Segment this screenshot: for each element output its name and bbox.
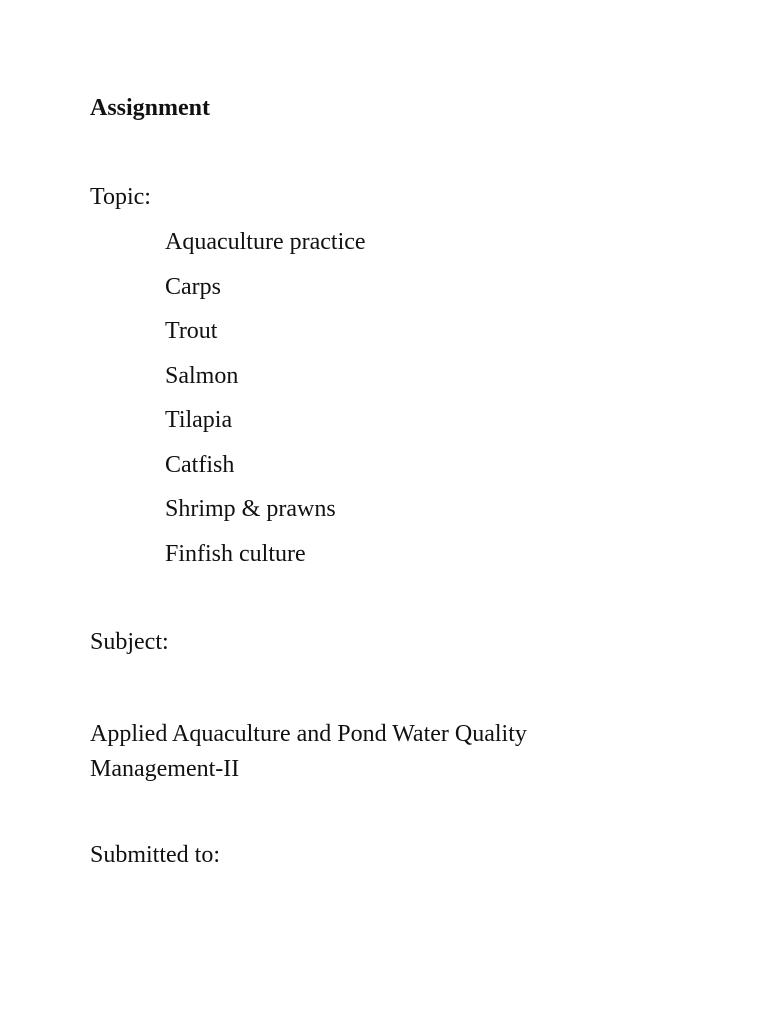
topic-item: Aquaculture practice <box>165 229 366 255</box>
topic-list <box>165 228 366 584</box>
submitted-to-label: Submitted to: <box>90 842 221 868</box>
topic-item: Trout <box>165 318 218 344</box>
topic-item: Carps <box>165 273 221 300</box>
subject-label: Subject: <box>90 629 169 655</box>
topic-item: Tilapia <box>165 407 233 433</box>
topic-item: Finfish culture <box>165 540 306 567</box>
subject-value: Applied Aquaculture and Pond Water Quality Management-II <box>90 721 527 782</box>
document-heading: Assignment <box>90 95 211 121</box>
topic-item: Salmon <box>165 362 239 389</box>
topic-item: Shrimp & prawns <box>165 496 336 522</box>
topic-label: Topic: <box>90 184 151 210</box>
topic-item: Catfish <box>165 451 235 478</box>
